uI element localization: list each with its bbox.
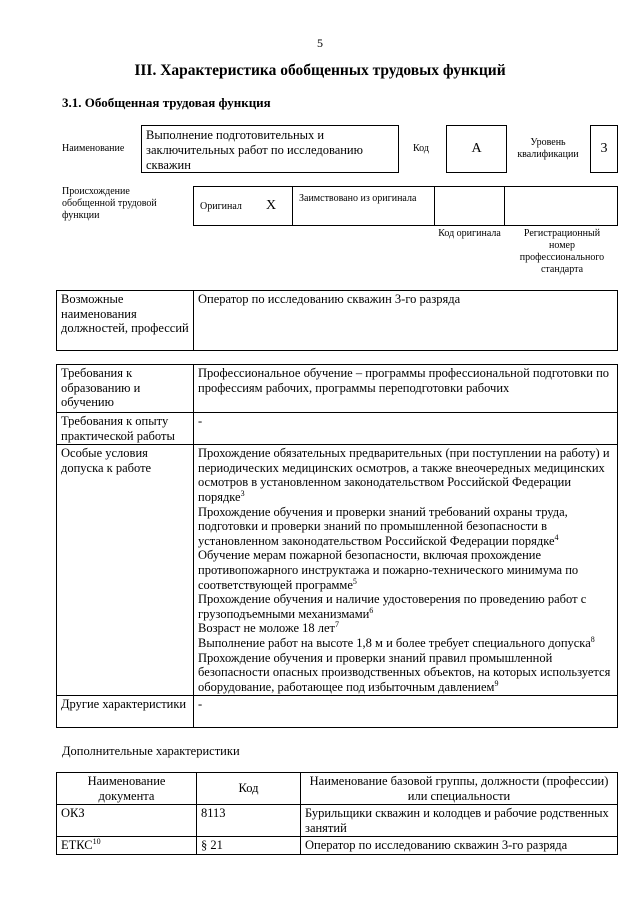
special-item: Прохождение обучения и проверки знаний правил промышленной безопасности опасных производственных объектов, на которых используется оборудование, работающее под избыточным давлением$^9$ (198, 650, 611, 694)
name-value: Выполнение подготовительных и заключительных работ по исследованию скважин (146, 128, 363, 172)
page-number: 5 (317, 36, 323, 50)
origin-label: Происхождение обобщенной трудовой функции (62, 186, 157, 221)
reg-number-label: Регистрационный номер профессионального стандарта (519, 228, 605, 275)
header-doc: Наименование документа (57, 773, 197, 805)
header-name: Наименование базовой группы, должности (профессии) или специальности (301, 773, 618, 805)
special-value (194, 445, 618, 696)
footnote-ref: 7 (335, 620, 340, 630)
borrowed-cell (292, 186, 435, 226)
reg-number-cell (504, 186, 618, 226)
special-item: Прохождение обучения и наличие удостоверения по проведению работ с грузоподъемными механизмами$^6$ (198, 592, 587, 621)
row-code: § 21 (197, 837, 301, 855)
original-cell (193, 186, 293, 226)
row-code: 8113 (197, 805, 301, 837)
experience-value: - (194, 413, 618, 445)
other-value: - (194, 696, 618, 728)
code-original-label: Код оригинала (438, 228, 501, 239)
requirements-experience-row (57, 413, 618, 445)
education-label: Требования к образованию и обучению (57, 365, 194, 413)
requirements-other-row (57, 696, 618, 728)
subsection-title: 3.1. Обобщенная трудовая функция (62, 95, 271, 110)
row-doc: ЕТКС$^{10}$ (57, 837, 197, 855)
special-label: Особые условия допуска к работе (57, 445, 194, 696)
special-item: Возраст не моложе 18 лет$^7$ (198, 620, 340, 636)
table-row (57, 805, 618, 837)
requirements-special-row (57, 445, 618, 696)
positions-row (57, 291, 618, 351)
row-name: Бурильщики скважин и колодцев и рабочие родственных занятий (301, 805, 618, 837)
special-item: Прохождение обучения и проверки знаний требований охраны труда, подготовки и проверки знаний по промышленной безопасности в установленном законодательством Российской Федерации порядке$^4$ (198, 504, 568, 548)
original-mark: X (266, 198, 277, 213)
footnote-ref: 8 (590, 634, 595, 644)
code-value: А (471, 141, 482, 156)
name-label: Наименование (62, 143, 125, 154)
section-title: III. Характеристика обобщенных трудовых функций (134, 62, 506, 79)
code-original-cell (434, 186, 505, 226)
requirements-table (56, 364, 618, 728)
special-item: Выполнение работ на высоте 1,8 м и более требует специального допуска$^8$ (198, 634, 595, 650)
experience-label: Требования к опыту практической работы (57, 413, 194, 445)
positions-label: Возможные наименования должностей, профессий (57, 291, 194, 351)
footnote-ref: 4 (554, 532, 559, 542)
education-value: Профессиональное обучение – программы профессиональной подготовки по профессиям рабочих, программы переподготовки рабочих (194, 365, 618, 413)
header-code: Код (197, 773, 301, 805)
borrowed-label: Заимствовано из оригинала (299, 193, 417, 204)
level-value: 3 (600, 141, 608, 156)
positions-value: Оператор по исследованию скважин 3-го разряда (194, 291, 618, 351)
footnote-ref: 6 (369, 605, 374, 615)
level-label: Уровень квалификации (517, 137, 579, 160)
other-label: Другие характеристики (57, 696, 194, 728)
special-item: Обучение мерам пожарной безопасности, включая прохождение противопожарного инструктажа и пожарно-технического минимума по соответствующей программе$^5$ (198, 548, 579, 592)
footnote-ref: 10 (92, 837, 101, 847)
additional-table (56, 772, 618, 855)
row-doc: ОКЗ (57, 805, 197, 837)
special-item: Прохождение обязательных предварительных (при поступлении на работу) и периодических медицинских осмотров, а также внеочередных медицинских осмотров в установленном законодательством Российской Федерации порядке$^3$ (198, 446, 610, 504)
requirements-education-row (57, 365, 618, 413)
positions-table (56, 290, 618, 351)
footnote-ref: 5 (352, 576, 357, 586)
level-value-box (590, 125, 618, 173)
code-value-box (446, 125, 507, 173)
additional-header-row (57, 773, 618, 805)
code-label: Код (413, 143, 429, 154)
footnote-ref: 9 (494, 678, 499, 688)
original-label: Оригинал (200, 201, 242, 212)
table-row (57, 837, 618, 855)
name-value-box (141, 125, 399, 173)
additional-title: Дополнительные характеристики (62, 744, 240, 758)
footnote-ref: 3 (240, 488, 245, 498)
row-name: Оператор по исследованию скважин 3-го разряда (301, 837, 618, 855)
